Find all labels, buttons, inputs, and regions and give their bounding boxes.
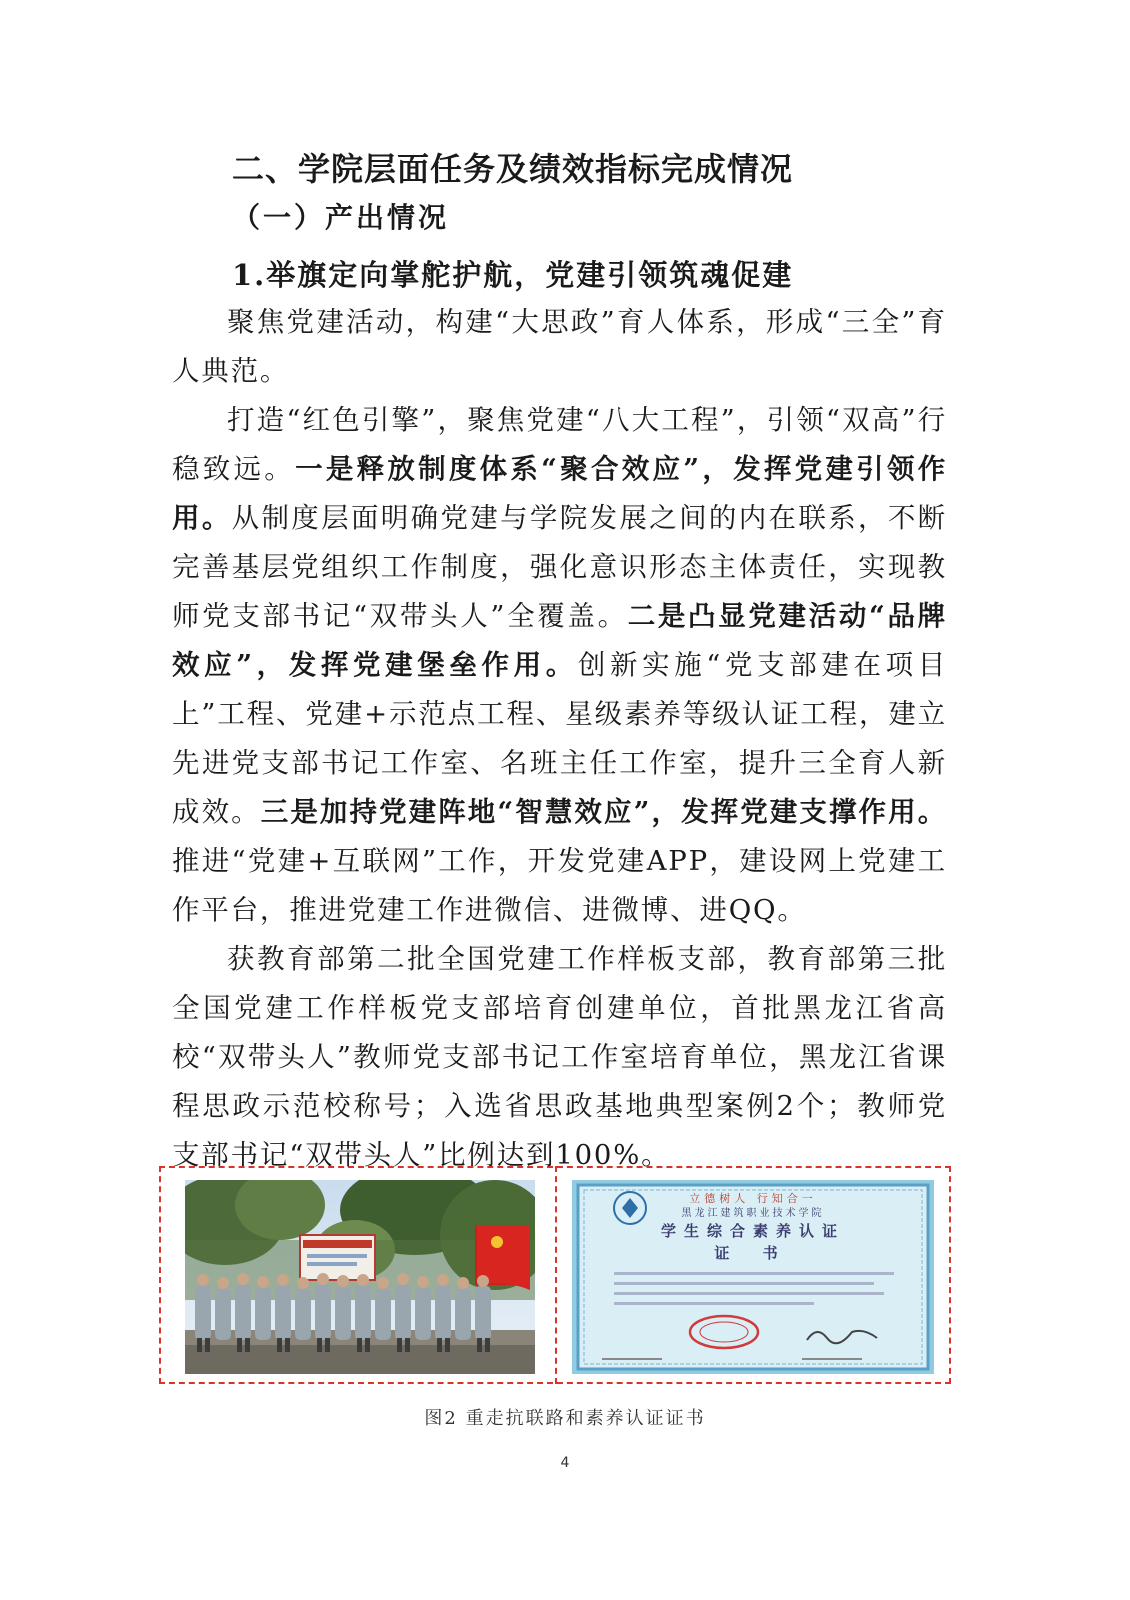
item-title: 1.举旗定向掌舵护航，党建引领筑魂促建 xyxy=(232,258,794,292)
body-text xyxy=(172,298,947,1180)
group-photo xyxy=(185,1180,535,1374)
figure-caption: 图2 重走抗联路和素养认证证书 xyxy=(424,1408,706,1429)
p2-detail-1: 从制度层面明确党建与学院发展之间的内在联系，不断完善基层党组织工作制度，强化意识形态主体责任，实现教师党支部书记“双带头人”全覆盖。 xyxy=(172,502,947,632)
p2-detail-3: 推进“党建+互联网”工作，开发党建APP，建设网上党建工作平台，推进党建工作进微信、进微博、进QQ。 xyxy=(172,845,947,926)
certificate-image xyxy=(572,1180,934,1374)
p2-point-1: 一是释放制度体系“聚合效应”，发挥党建引领作用。 xyxy=(172,453,948,534)
group-photo-image xyxy=(185,1180,535,1374)
subsection-heading: （一）产出情况 xyxy=(232,201,450,234)
page-number: 4 xyxy=(560,1455,570,1471)
paragraph-1: 聚焦党建活动，构建“大思政”育人体系，形成“三全”育人典范。 xyxy=(172,306,947,387)
certificate-school: 黑龙江建筑职业技术学院 xyxy=(681,1208,825,1219)
p2-intro: 打造“红色引擎”，聚焦党建“八大工程”，引领“双高”行稳致远。 xyxy=(172,404,947,485)
paragraph-3: 获教育部第二批全国党建工作样板支部，教育部第三批全国党建工作样板党支部培育创建单位，首批黑龙江省高校“双带头人”教师党支部书记工作室培育单位，黑龙江省课程思政示范校称号；入选省思政基地典型案例2个；教师党支部书记“双带头人”比例达到100%。 xyxy=(172,943,947,1171)
p2-point-2: 二是凸显党建活动“品牌效应”，发挥党建堡垒作用。 xyxy=(172,600,947,681)
paragraph-2 xyxy=(172,396,947,935)
certificate-title: 学生综合素养认证 xyxy=(660,1222,845,1240)
p2-detail-2: 创新实施“党支部建在项目上”工程、党建+示范点工程、星级素养等级认证工程，建立先进党支部书记工作室、名班主任工作室，提升三全育人新成效。 xyxy=(172,649,947,828)
certificate-subtitle: 证 书 xyxy=(714,1244,792,1262)
section-heading: 二、学院层面任务及绩效指标完成情况 xyxy=(232,150,794,188)
p2-point-3: 三是加持党建阵地“智慧效应”，发挥党建支撑作用。 xyxy=(260,796,947,828)
figure-divider xyxy=(555,1166,557,1384)
certificate-banner: 立德树人 行知合一 xyxy=(689,1192,817,1205)
